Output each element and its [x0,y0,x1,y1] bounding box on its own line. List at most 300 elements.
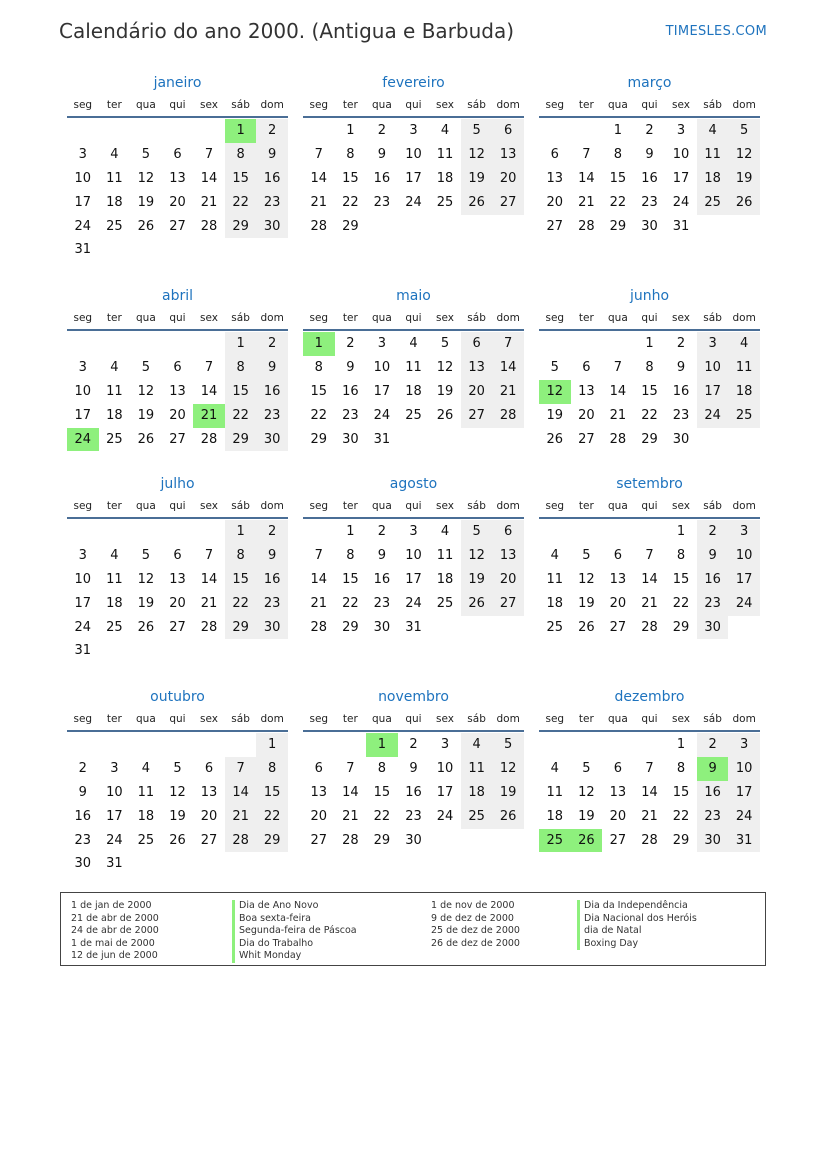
legend-name: Segunda-feira de Páscoa [232,925,357,938]
day-cell: 22 [256,805,288,829]
weekday-label: ter [342,312,358,324]
day-cell: 13 [609,784,627,800]
day-cell: 30 [256,428,288,452]
day-cell: 18 [436,571,454,587]
day-cell: 4 [440,123,450,138]
empty-cell [602,733,634,757]
day-cell: 19 [728,167,760,191]
day-cell: 30 [697,616,729,640]
day-cell: 12 [492,757,524,781]
day-cell: 16 [342,383,359,399]
legend-date: 1 de mai de 2000 [71,937,155,949]
day-cell: 21 [342,808,359,824]
weekday-header [539,94,760,118]
day-cell: 17 [106,808,123,824]
day-cell: 27 [492,592,524,616]
day-cell: 16 [74,808,92,824]
day-cell: 26 [546,431,564,447]
day-cell: 19 [492,781,524,805]
weekday-label: qui [641,312,658,324]
day-cell: 16 [256,380,288,404]
day-cell: 30 [256,616,288,640]
day-cell: 10 [405,547,422,563]
day-cell: 7 [204,146,214,162]
day-cell: 3 [110,760,119,776]
weekday-label: ter [578,99,594,111]
day-cell: 3 [728,520,760,544]
weekday-label: sex [672,500,691,512]
weekday-label: ter [578,312,594,324]
day-cell: 1 [645,336,654,351]
day-cell: 18 [137,808,155,824]
empty-cell [162,119,194,143]
empty-cell [539,332,571,356]
day-cell: 26 [137,218,155,234]
day-cell: 19 [578,595,595,611]
holiday-day-cell: 26 [571,829,603,853]
day-cell: 20 [492,568,524,592]
day-cell: 4 [440,524,450,539]
day-cell: 28 [225,829,257,853]
weekday-label: dom [496,713,520,725]
weekday-label: qui [641,713,658,725]
day-cell: 28 [200,218,218,234]
day-cell: 7 [613,359,623,375]
weekday-label: dom [496,99,520,111]
day-cell: 25 [546,619,564,635]
day-grid [539,520,760,639]
day-cell: 27 [609,832,627,848]
day-cell: 13 [578,383,595,399]
weekday-header [67,94,288,118]
weekday-label: seg [309,312,329,324]
day-grid [67,119,288,262]
day-cell: 29 [672,619,690,635]
day-grid [67,733,288,876]
legend-name: Dia de Ano Novo [232,900,357,913]
day-cell: 10 [74,170,92,186]
day-cell: 18 [106,407,123,423]
holiday-legend [60,892,766,966]
empty-cell [130,332,162,356]
day-cell: 23 [641,194,658,210]
day-cell: 16 [373,170,391,186]
weekday-label: seg [309,500,329,512]
weekday-label: seg [309,99,329,111]
weekday-label: sáb [467,312,486,324]
day-cell: 5 [582,547,591,563]
day-cell: 1 [676,737,686,752]
weekday-label: qua [136,312,156,324]
day-cell: 6 [492,119,524,143]
day-cell: 4 [110,359,119,375]
weekday-header [67,495,288,519]
day-cell: 23 [373,595,391,611]
day-cell: 27 [169,218,186,234]
day-cell: 27 [492,191,524,215]
day-cell: 26 [436,407,454,423]
day-cell: 14 [492,356,524,380]
day-cell: 9 [78,784,87,800]
weekday-label: qua [372,312,392,324]
weekday-label: seg [545,500,565,512]
day-cell: 9 [377,146,387,162]
day-cell: 28 [200,431,218,447]
weekday-label: seg [73,713,93,725]
legend-names-right [577,900,697,950]
day-cell: 1 [225,520,257,544]
day-cell: 30 [672,431,690,447]
day-cell: 22 [225,191,257,215]
day-cell: 15 [225,568,257,592]
day-cell: 2 [409,737,418,752]
weekday-label: qui [641,99,658,111]
day-cell: 20 [609,595,627,611]
empty-cell [162,520,194,544]
weekday-label: dom [260,312,284,324]
weekday-label: qui [169,312,186,324]
day-grid [539,332,760,451]
day-cell: 13 [200,784,218,800]
day-cell: 31 [106,856,123,872]
weekday-label: dom [260,99,284,111]
day-cell: 2 [645,123,654,138]
day-cell: 4 [550,547,559,563]
day-cell: 12 [461,544,493,568]
day-cell: 29 [342,218,359,234]
day-cell: 26 [492,805,524,829]
weekday-header [539,307,760,331]
page-title: Calendário do ano 2000. (Antigua e Barbuda) [59,19,515,43]
day-cell: 18 [436,170,454,186]
day-cell: 10 [672,146,690,162]
day-cell: 5 [141,359,151,375]
weekday-label: qua [608,312,628,324]
day-cell: 24 [74,619,92,635]
day-cell: 12 [436,359,454,375]
day-cell: 13 [609,571,627,587]
legend-date: 12 de jun de 2000 [71,950,158,961]
empty-cell [602,520,634,544]
weekday-label: ter [106,713,122,725]
day-cell: 23 [256,592,288,616]
weekday-label: qua [136,713,156,725]
day-cell: 15 [342,170,359,186]
day-cell: 11 [106,571,123,587]
day-cell: 11 [546,571,564,587]
day-cell: 31 [728,829,760,853]
empty-cell [99,332,131,356]
day-cell: 25 [106,619,123,635]
weekday-header [539,495,760,519]
empty-cell [99,119,131,143]
day-cell: 6 [173,359,182,375]
weekday-label: seg [545,713,565,725]
day-cell: 8 [377,760,387,776]
day-cell: 1 [613,123,623,138]
day-cell: 9 [645,146,654,162]
day-cell: 19 [137,194,155,210]
day-cell: 2 [697,733,729,757]
day-cell: 22 [225,592,257,616]
weekday-label: sáb [703,500,722,512]
day-cell: 4 [110,146,119,162]
brand-link[interactable]: TIMESLES.COM [665,24,767,39]
day-cell: 15 [310,383,328,399]
day-cell: 8 [225,544,257,568]
month-name: junho [629,288,670,304]
day-cell: 11 [461,757,493,781]
day-cell: 15 [672,784,690,800]
empty-cell [130,119,162,143]
weekday-label: sex [672,99,691,111]
month-name: novembro [378,689,449,705]
day-cell: 8 [613,146,623,162]
empty-cell [130,733,162,757]
weekday-label: qui [169,99,186,111]
day-cell: 29 [672,832,690,848]
day-cell: 21 [641,595,658,611]
day-grid [67,520,288,663]
day-cell: 11 [546,784,564,800]
day-cell: 29 [310,431,328,447]
day-cell: 23 [697,592,729,616]
day-cell: 29 [373,832,391,848]
day-cell: 28 [609,431,627,447]
day-cell: 23 [342,407,359,423]
day-cell: 21 [578,194,595,210]
day-cell: 21 [200,595,218,611]
day-cell: 14 [225,781,257,805]
month-11 [539,686,760,852]
empty-cell [571,733,603,757]
empty-cell [67,733,99,757]
legend-name: Dia do Trabalho [232,938,357,951]
day-cell: 27 [169,431,186,447]
weekday-label: qua [136,99,156,111]
day-cell: 18 [546,808,564,824]
empty-cell [162,733,194,757]
day-cell: 14 [641,784,658,800]
day-cell: 4 [728,332,760,356]
day-cell: 10 [728,544,760,568]
day-cell: 17 [373,383,391,399]
day-cell: 4 [550,760,559,776]
day-cell: 2 [78,760,87,776]
day-grid [67,332,288,451]
day-cell: 18 [728,380,760,404]
day-cell: 7 [204,359,214,375]
day-cell: 3 [676,123,686,138]
weekday-label: qua [372,500,392,512]
legend-date: 26 de dez de 2000 [431,937,520,949]
holiday-day-cell: 9 [697,757,729,781]
legend-name: Whit Monday [232,950,357,963]
day-cell: 8 [676,547,686,563]
empty-cell [67,332,99,356]
empty-cell [193,119,225,143]
month-10 [303,686,524,852]
weekday-label: qui [405,713,422,725]
day-cell: 24 [405,595,422,611]
day-cell: 29 [342,619,359,635]
weekday-label: qua [608,500,628,512]
day-cell: 12 [137,170,155,186]
day-cell: 15 [672,571,690,587]
day-cell: 28 [200,619,218,635]
day-cell: 15 [342,571,359,587]
day-cell: 15 [225,167,257,191]
day-cell: 16 [641,170,658,186]
day-cell: 24 [436,808,454,824]
weekday-label: qua [608,99,628,111]
empty-cell [634,520,666,544]
day-cell: 16 [256,167,288,191]
day-cell: 25 [728,404,760,428]
day-cell: 16 [405,784,422,800]
day-cell: 15 [225,380,257,404]
day-cell: 16 [697,781,729,805]
day-cell: 3 [697,332,729,356]
day-cell: 2 [346,336,355,351]
day-cell: 6 [461,332,493,356]
day-cell: 27 [461,404,493,428]
day-cell: 12 [169,784,186,800]
weekday-label: seg [545,312,565,324]
day-cell: 15 [609,170,627,186]
weekday-label: sáb [231,99,250,111]
legend-names-left [232,900,357,963]
day-cell: 12 [578,784,595,800]
day-cell: 27 [310,832,328,848]
weekday-label: ter [578,713,594,725]
day-cell: 19 [461,568,493,592]
day-cell: 22 [225,404,257,428]
day-cell: 26 [728,191,760,215]
day-cell: 14 [310,571,328,587]
day-cell: 21 [200,194,218,210]
day-cell: 7 [204,547,214,563]
day-cell: 5 [461,520,493,544]
day-cell: 7 [645,760,654,776]
day-cell: 23 [256,404,288,428]
weekday-label: sex [200,312,219,324]
day-cell: 22 [609,194,627,210]
day-cell: 23 [256,191,288,215]
day-cell: 26 [137,619,155,635]
day-cell: 17 [728,568,760,592]
day-cell: 21 [609,407,627,423]
empty-cell [539,119,571,143]
day-cell: 7 [225,757,257,781]
day-cell: 29 [641,431,658,447]
day-cell: 10 [436,760,454,776]
weekday-label: sáb [231,312,250,324]
day-cell: 5 [550,359,559,375]
weekday-label: qua [136,500,156,512]
day-cell: 26 [137,431,155,447]
day-cell: 6 [173,146,182,162]
day-cell: 13 [492,143,524,167]
day-cell: 12 [728,143,760,167]
empty-cell [335,733,367,757]
day-cell: 22 [373,808,391,824]
weekday-label: sáb [231,713,250,725]
weekday-label: sáb [467,713,486,725]
legend-name: Dia da Independência [577,900,697,913]
month-name: abril [161,288,193,304]
day-cell: 25 [697,191,729,215]
day-cell: 3 [728,733,760,757]
weekday-label: dom [496,500,520,512]
empty-cell [571,119,603,143]
day-cell: 25 [106,431,123,447]
holiday-day-cell: 25 [539,829,571,853]
day-cell: 13 [461,356,493,380]
day-cell: 21 [225,805,257,829]
day-cell: 7 [346,760,355,776]
day-cell: 29 [225,215,257,239]
legend-name: dia de Natal [577,925,697,938]
month-name: outubro [150,689,205,705]
day-cell: 24 [373,407,391,423]
empty-cell [303,733,335,757]
legend-date: 24 de abr de 2000 [71,925,159,936]
weekday-label: ter [578,500,594,512]
weekday-header [67,708,288,732]
day-cell: 2 [256,119,288,143]
weekday-label: sáb [703,312,722,324]
day-cell: 8 [645,359,654,375]
weekday-label: sex [672,312,691,324]
day-cell: 2 [697,520,729,544]
day-cell: 25 [106,218,123,234]
day-cell: 9 [346,359,355,375]
empty-cell [303,119,335,143]
day-cell: 25 [436,595,454,611]
weekday-label: sáb [467,500,486,512]
day-cell: 24 [106,832,123,848]
legend-date: 21 de abr de 2000 [71,912,159,924]
day-cell: 14 [200,571,218,587]
legend-name: Dia Nacional dos Heróis [577,913,697,926]
weekday-label: qui [641,500,658,512]
empty-cell [602,332,634,356]
day-cell: 3 [409,524,418,539]
day-cell: 25 [405,407,422,423]
day-cell: 20 [310,808,328,824]
day-cell: 2 [377,123,387,138]
day-cell: 30 [697,829,729,853]
empty-cell [303,520,335,544]
day-cell: 21 [310,595,328,611]
day-cell: 28 [578,218,595,234]
day-cell: 5 [141,146,151,162]
day-cell: 17 [74,194,92,210]
day-grid [303,332,524,451]
day-cell: 2 [676,336,686,351]
day-cell: 1 [676,524,686,539]
weekday-header [303,307,524,331]
day-cell: 26 [461,191,493,215]
weekday-label: seg [73,500,93,512]
day-cell: 1 [346,123,355,138]
weekday-label: sáb [703,99,722,111]
day-cell: 18 [405,383,422,399]
day-cell: 13 [492,544,524,568]
day-cell: 13 [169,383,186,399]
day-cell: 18 [461,781,493,805]
